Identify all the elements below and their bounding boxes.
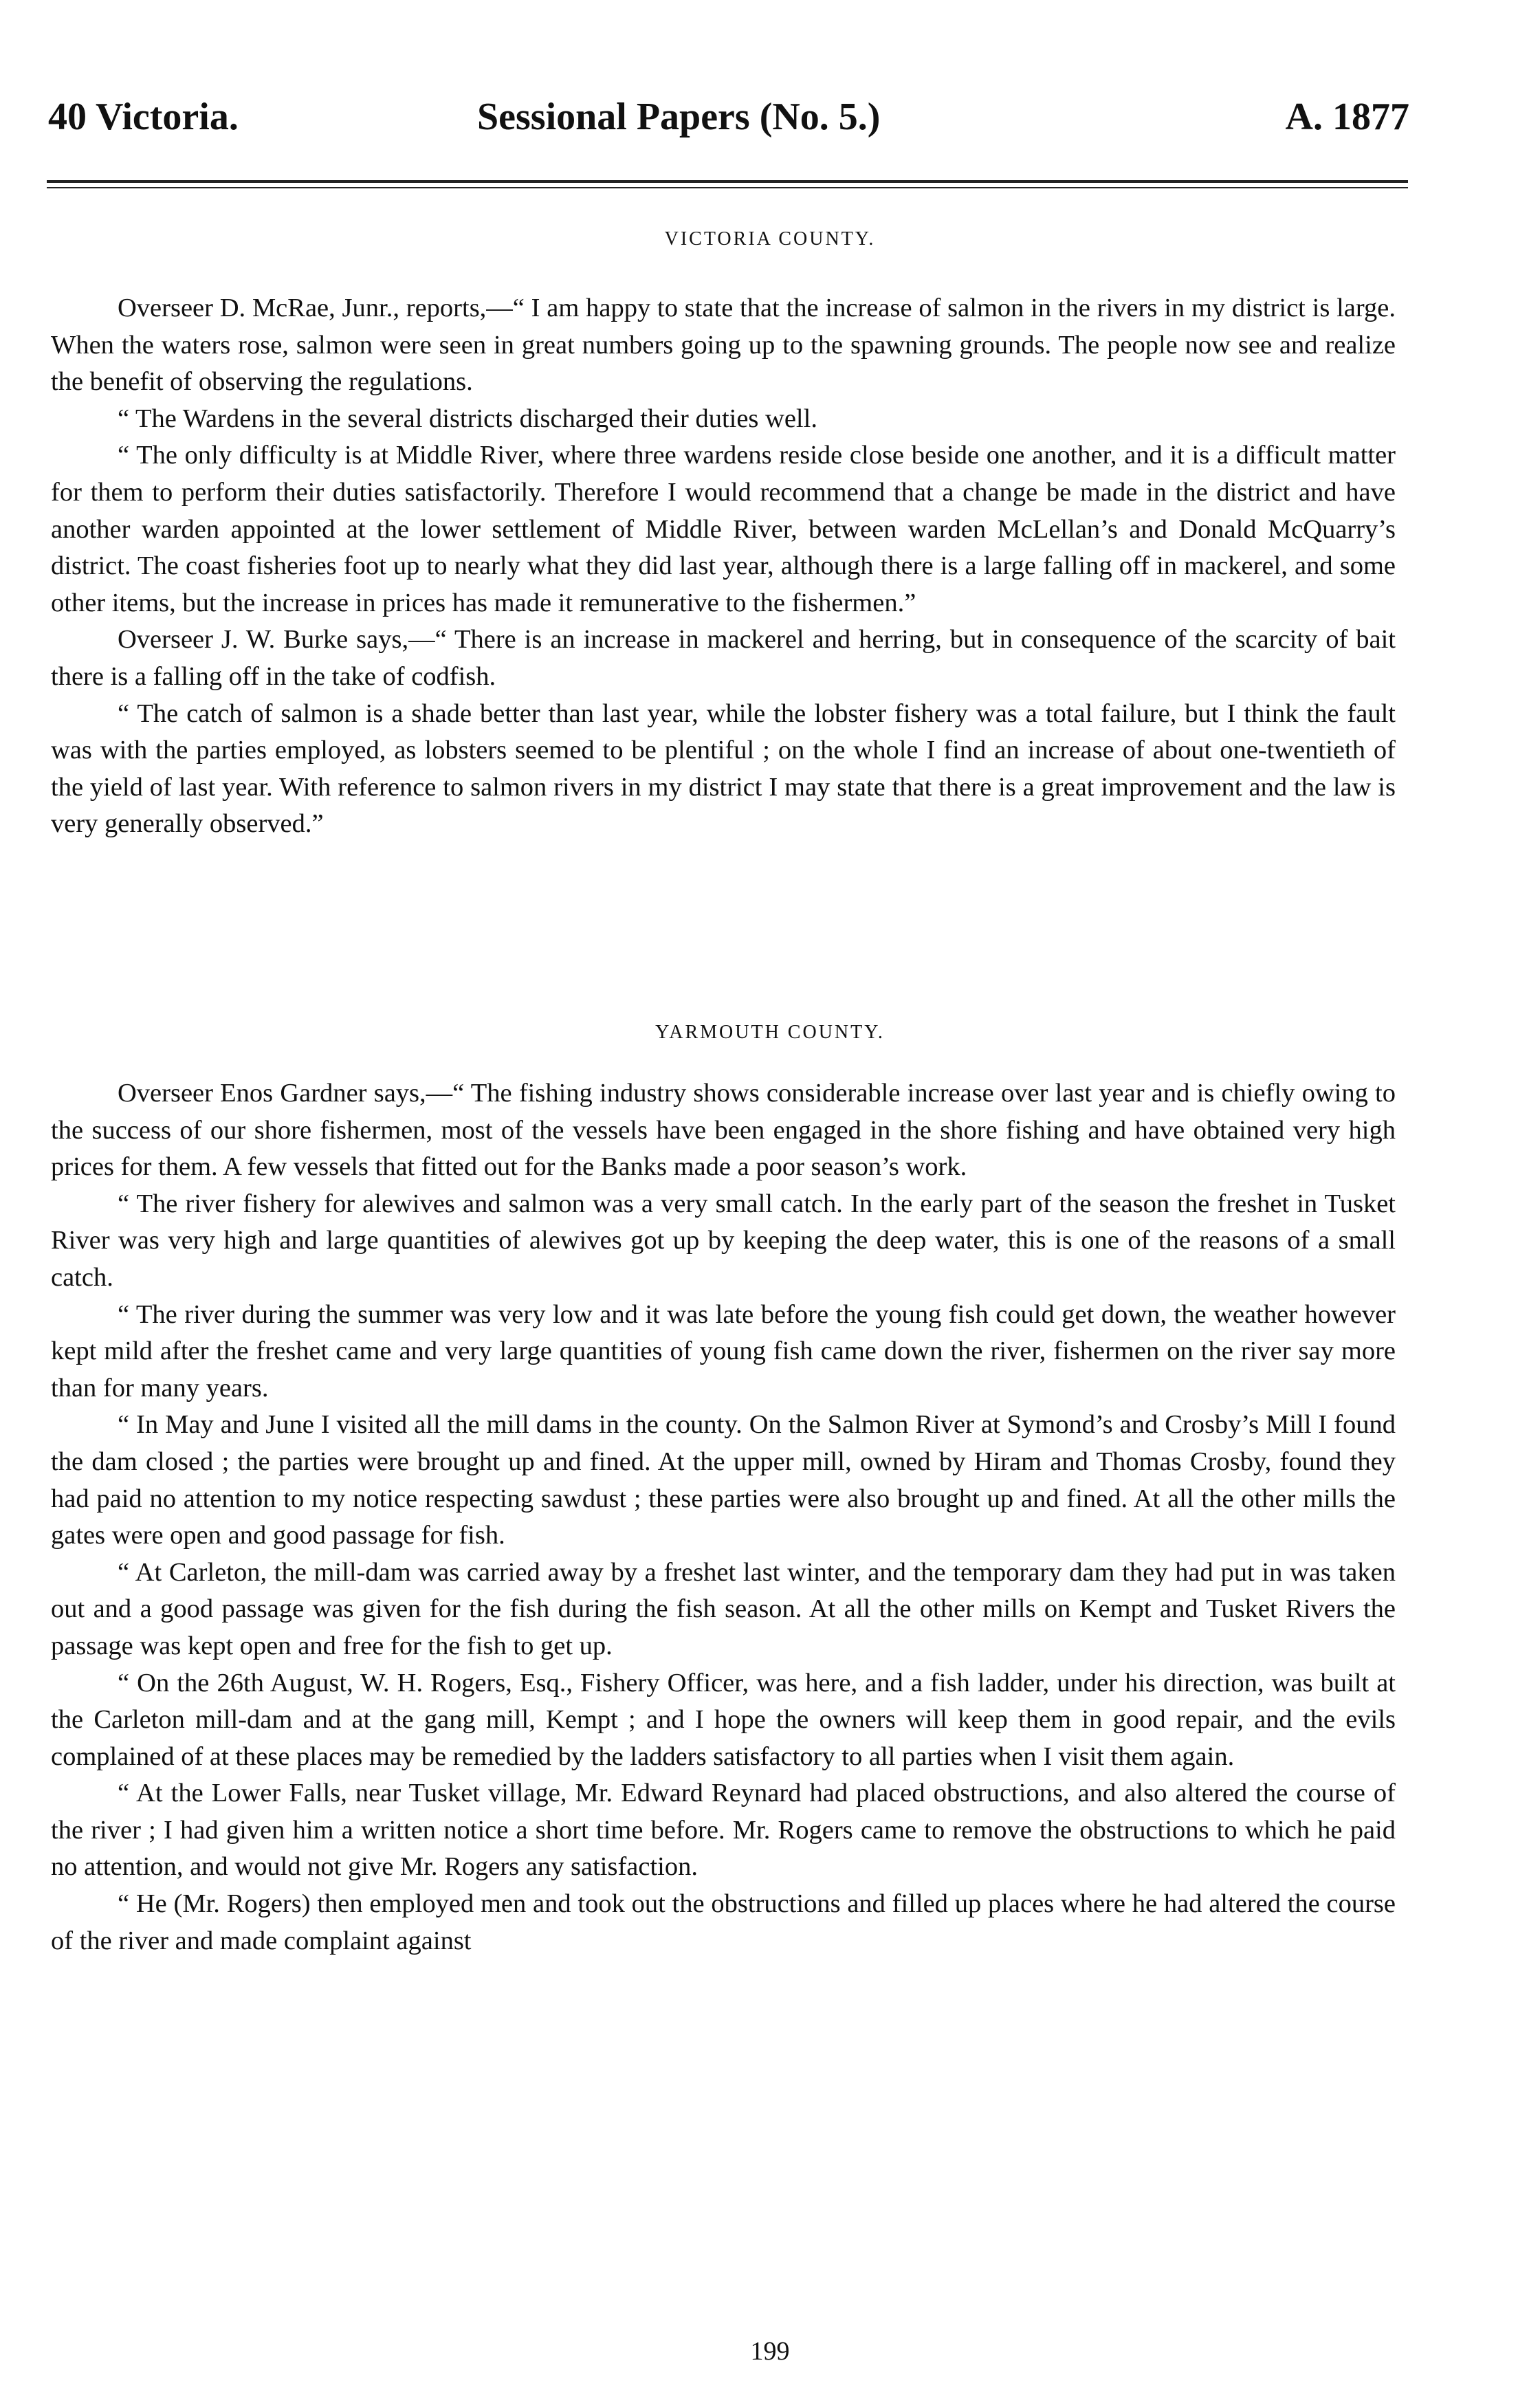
paragraph: Overseer Enos Gardner says,—“ The fishing industry shows considerable increase over last year and is chiefly owing to the success of our shore fishermen, most of the vessels have been engaged in the shore fishing and have obtained very high prices for them. A few vessels that fitted out for the Banks made a poor season’s work. (51, 1079, 1396, 1182)
page-number: 199 (750, 2337, 790, 2366)
section-heading-victoria: VICTORIA COUNTY. (664, 228, 876, 250)
paragraph: “ The river during the summer was very low and it was late before the young fish could get down, the weather however kept mild after the freshet came and very large quantities of young fish came down the river, fishermen on the river say more than for many years. (51, 1299, 1396, 1403)
header-volume: 40 Victoria. (48, 96, 239, 138)
paragraph: “ The Wardens in the several districts discharged their duties well. (118, 404, 817, 433)
paragraph: “ The river fishery for alewives and salmon was a very small catch. In the early part of the season the freshet in Tusket River was very high and large quantities of alewives got up by keeping the deep water, this is one of the reasons of a small catch. (51, 1189, 1396, 1292)
paragraph: Overseer J. W. Burke says,—“ There is an increase in mackerel and herring, but in consequence of the scarcity of bait there is a falling off in the take of codfish. (51, 625, 1396, 691)
paragraph: “ At the Lower Falls, near Tusket village, Mr. Edward Reynard had placed obstructions, and also altered the course of the river ; I had given him a written notice a short time before. Mr. Rogers came to remove the obstructions to which he paid no attention, and would not give Mr. Rogers any satisfaction. (51, 1779, 1396, 1882)
header-rule-thin (47, 187, 1408, 188)
paragraph: Overseer D. McRae, Junr., reports,—“ I am happy to state that the increase of salmon in the rivers in my district is large. When the waters rose, salmon were seen in great numbers going up to the spawning grounds. The people now see and realize the benefit of observing the regulations. (51, 294, 1396, 397)
paragraph: “ He (Mr. Rogers) then employed men and took out the obstructions and filled up places where he had altered the course of the river and made complaint against (51, 1889, 1396, 1955)
section-body-victoria (51, 290, 1396, 843)
paragraph: “ On the 26th August, W. H. Rogers, Esq., Fishery Officer, was here, and a fish ladder, under his direction, was built at the Carleton mill-dam and at the gang mill, Kempt ; and I hope the owners will keep them in good repair, and the evils complained of at these places may be remedied by the ladders satisfactory to all parties when I visit them again. (51, 1668, 1396, 1771)
section-body-yarmouth (51, 1075, 1396, 1959)
section-heading-yarmouth: YARMOUTH COUNTY. (655, 1022, 885, 1043)
paragraph: “ In May and June I visited all the mill dams in the county. On the Salmon River at Symond’s and Crosby’s Mill I found the dam closed ; the parties were brought up and fined. At the upper mill, owned by Hiram and Thomas Crosby, found they had paid no attention to my notice respecting sawdust ; these parties were also brought up and fined. At all the other mills the gates were open and good passage for fish. (51, 1410, 1396, 1550)
header-title: Sessional Papers (No. 5.) (477, 96, 881, 138)
paragraph: “ The only difficulty is at Middle River, where three wardens reside close beside one another, and it is a difficult matter for them to perform their duties satisfactorily. Therefore I would recommend that a change be made in the district and have another warden appointed at the lower settlement of Middle River, between warden McLellan’s and Donald McQuarry’s district. The coast fisheries foot up to nearly what they did last year, although there is a large falling off in mackerel, and some other items, but the increase in prices has made it remunerative to the fishermen.” (51, 441, 1396, 617)
paragraph: “ At Carleton, the mill-dam was carried away by a freshet last winter, and the temporary dam they had put in was taken out and a good passage was given for the fish during the fish season. At all the other mills on Kempt and Tusket Rivers the passage was kept open and free for the fish to get up. (51, 1557, 1396, 1660)
paragraph: “ The catch of salmon is a shade better than last year, while the lobster fishery was a total failure, but I think the fault was with the parties employed, as lobsters seemed to be plentiful ; on the whole I find an increase of about one-twentieth of the yield of last year. With reference to salmon rivers in my district I may state that there is a great improvement and the law is very generally observed.” (51, 699, 1396, 839)
running-header (48, 95, 1409, 150)
header-rule (47, 180, 1408, 183)
header-year: A. 1877 (1285, 96, 1409, 138)
